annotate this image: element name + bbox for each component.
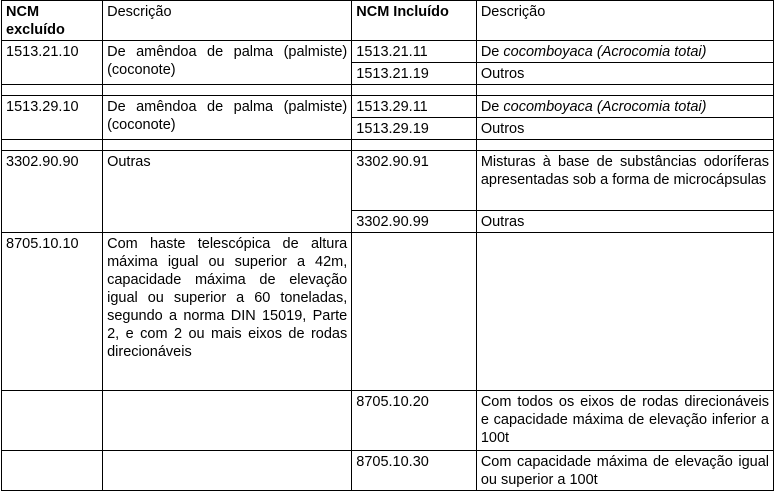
description-prefix: De — [480, 44, 504, 60]
included-code: 1513.29.11 — [352, 96, 477, 118]
header-row — [2, 1, 774, 41]
spacer-cell — [476, 140, 773, 151]
table-row — [2, 41, 774, 63]
spacer-cell — [352, 140, 477, 151]
spacer-cell — [103, 85, 352, 96]
empty-cell — [103, 391, 352, 451]
included-code: 3302.90.99 — [352, 211, 477, 233]
empty-cell — [2, 451, 103, 491]
spacer-cell — [476, 85, 773, 96]
description-species: cocomboyaca (Acrocomia totai) — [503, 44, 707, 60]
empty-cell — [352, 233, 477, 391]
empty-cell — [103, 451, 352, 491]
ncm-table — [1, 0, 774, 491]
spacer-row — [2, 140, 774, 151]
included-description: Misturas à base de substâncias odoríferas apresentadas sob a forma de microcápsulas — [476, 151, 773, 211]
included-description: Com todos os eixos de rodas direcionáveis e capacidade máxima de elevação inferior a 100t — [476, 391, 773, 451]
included-code: 3302.90.91 — [352, 151, 477, 211]
excluded-description: De amêndoa de palma (palmiste) (coconote) — [103, 96, 352, 140]
excluded-description: De amêndoa de palma (palmiste) (coconote) — [103, 41, 352, 85]
included-description: Outras — [476, 211, 773, 233]
spacer-cell — [352, 85, 477, 96]
included-description: Outros — [476, 118, 773, 140]
table-row — [2, 451, 774, 491]
excluded-code: 3302.90.90 — [2, 151, 103, 233]
included-code: 1513.29.19 — [352, 118, 477, 140]
included-description — [476, 96, 773, 118]
included-code: 1513.21.11 — [352, 41, 477, 63]
excluded-code: 1513.29.10 — [2, 96, 103, 140]
empty-cell — [476, 233, 773, 391]
included-code: 8705.10.30 — [352, 451, 477, 491]
included-description: Com capacidade máxima de elevação igual ou superior a 100t — [476, 451, 773, 491]
empty-cell — [2, 391, 103, 451]
description-prefix: De — [480, 99, 504, 115]
header-ncm-excluido: NCM excluído — [2, 1, 103, 41]
header-ncm-incluido: NCM Incluído — [352, 1, 477, 41]
spacer-row — [2, 85, 774, 96]
table-row — [2, 391, 774, 451]
included-code: 1513.21.19 — [352, 63, 477, 85]
table-row — [2, 151, 774, 211]
table-row — [2, 233, 774, 391]
header-descricao-incluido: Descrição — [476, 1, 773, 41]
spacer-cell — [2, 85, 103, 96]
excluded-description: Com haste telescópica de altura máxima igual ou superior a 42m, capacidade máxima de elevação igual ou superior a 60 toneladas, segundo a norma DIN 15019, Parte 2, e com 2 ou mais eixos de rodas direcionáveis — [103, 233, 352, 391]
description-species: cocomboyaca (Acrocomia totai) — [503, 99, 707, 115]
table-row — [2, 96, 774, 118]
spacer-cell — [2, 140, 103, 151]
excluded-code: 8705.10.10 — [2, 233, 103, 391]
spacer-cell — [103, 140, 352, 151]
included-code: 8705.10.20 — [352, 391, 477, 451]
header-descricao-excluido: Descrição — [103, 1, 352, 41]
excluded-description: Outras — [103, 151, 352, 233]
excluded-code: 1513.21.10 — [2, 41, 103, 85]
included-description — [476, 41, 773, 63]
included-description: Outros — [476, 63, 773, 85]
